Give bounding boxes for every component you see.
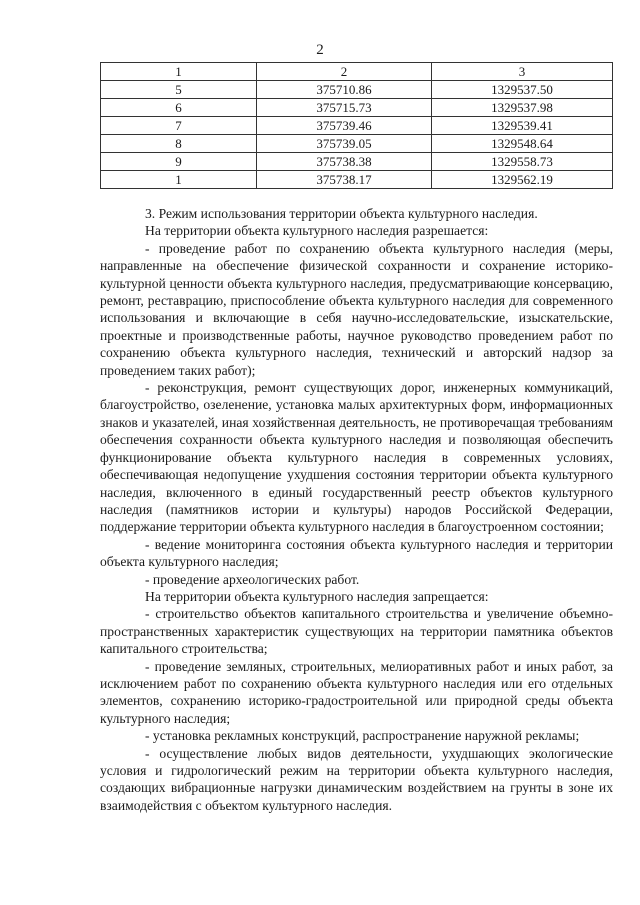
y-coordinate-cell: 1329539.41 <box>432 117 613 135</box>
prohibited-item: - строительство объектов капитального строительства и увеличение объемно-пространственных характеристик существующих на территории памятника объектов капитального строительства; <box>100 606 613 657</box>
table-header-row <box>101 63 613 81</box>
table-row <box>101 171 613 189</box>
section-heading: 3. Режим использования территории объекта культурного наследия. <box>145 206 538 221</box>
table-row <box>101 153 613 171</box>
prohibited-item: - установка рекламных конструкций, распространение наружной рекламы; <box>145 728 580 744</box>
point-number-cell: 7 <box>101 117 257 135</box>
y-coordinate-cell: 1329537.98 <box>432 99 613 117</box>
permitted-item: - реконструкция, ремонт существующих дорог, инженерных коммуникаций, благоустройство, озеленение, установка малых архитектурных форм, информационных знаков и указателей, иная хозяйственная деятельность, не противоречащая требованиям обеспечения сохранности объекта культурного наследия и позволяющая обеспечить функционирование объекта культурного наследия в современных условиях, обеспечивающая недопущение ухудшения состояния территории объекта культурного наследия, включенного в единый государственный реестр объектов культурного наследия (памятников истории и культуры) народов Российской Федерации, поддержание территории объекта культурного наследия в благоустроенном состоянии; <box>100 380 613 535</box>
table-header-cell: 1 <box>101 63 257 81</box>
point-number-cell: 9 <box>101 153 257 171</box>
y-coordinate-cell: 1329548.64 <box>432 135 613 153</box>
point-number-cell: 8 <box>101 135 257 153</box>
prohibited-item: - проведение земляных, строительных, мелиоративных работ и иных работ, за исключением работ по сохранению объекта культурного наследия или его отдельных элементов, сохранению историко-градостроительной или природной среды объекта культурного наследия; <box>100 658 613 726</box>
x-coordinate-cell: 375738.38 <box>257 153 432 171</box>
coordinates-table <box>100 62 613 189</box>
table-header-cell: 2 <box>257 63 432 81</box>
prohibited-item: - осуществление любых видов деятельности, ухудшающих экологические условия и гидрологический режим на территории объекта культурного наследия, создающих вибрационные нагрузки динамическим воздействием на грунты в зоне их взаимодействия с объектом культурного наследия. <box>100 745 613 813</box>
point-number-cell: 5 <box>101 81 257 99</box>
y-coordinate-cell: 1329562.19 <box>432 171 613 189</box>
y-coordinate-cell: 1329558.73 <box>432 153 613 171</box>
document-body <box>100 205 613 814</box>
page-number: 2 <box>316 42 324 58</box>
permitted-intro: На территории объекта культурного наследия разрешается: <box>145 223 489 239</box>
x-coordinate-cell: 375739.05 <box>257 135 432 153</box>
point-number-cell: 1 <box>101 171 257 189</box>
x-coordinate-cell: 375738.17 <box>257 171 432 189</box>
table-row <box>101 81 613 99</box>
permitted-item: - проведение работ по сохранению объекта культурного наследия (меры, направленные на обеспечение физической сохранности и сохранение историко-культурной ценности объекта культурного наследия, предусматривающие консервацию, ремонт, реставрацию, приспособление объекта культурного наследия для современного использования и включающие в себя научно-исследовательские, изыскательские, проектные и производственные работы, научное руководство проведением работ по сохранению объекта культурного наследия, технический и авторский надзор за проведением таких работ); <box>100 240 613 378</box>
permitted-item: - проведение археологических работ. <box>145 571 360 587</box>
permitted-item: - ведение мониторинга состояния объекта культурного наследия и территории объекта культурного наследия; <box>100 536 613 570</box>
x-coordinate-cell: 375739.46 <box>257 117 432 135</box>
point-number-cell: 6 <box>101 99 257 117</box>
table-row <box>101 117 613 135</box>
y-coordinate-cell: 1329537.50 <box>432 81 613 99</box>
x-coordinate-cell: 375710.86 <box>257 81 432 99</box>
x-coordinate-cell: 375715.73 <box>257 99 432 117</box>
table-header-cell: 3 <box>432 63 613 81</box>
table-row <box>101 99 613 117</box>
table-row <box>101 135 613 153</box>
prohibited-intro: На территории объекта культурного наследия запрещается: <box>145 588 489 604</box>
